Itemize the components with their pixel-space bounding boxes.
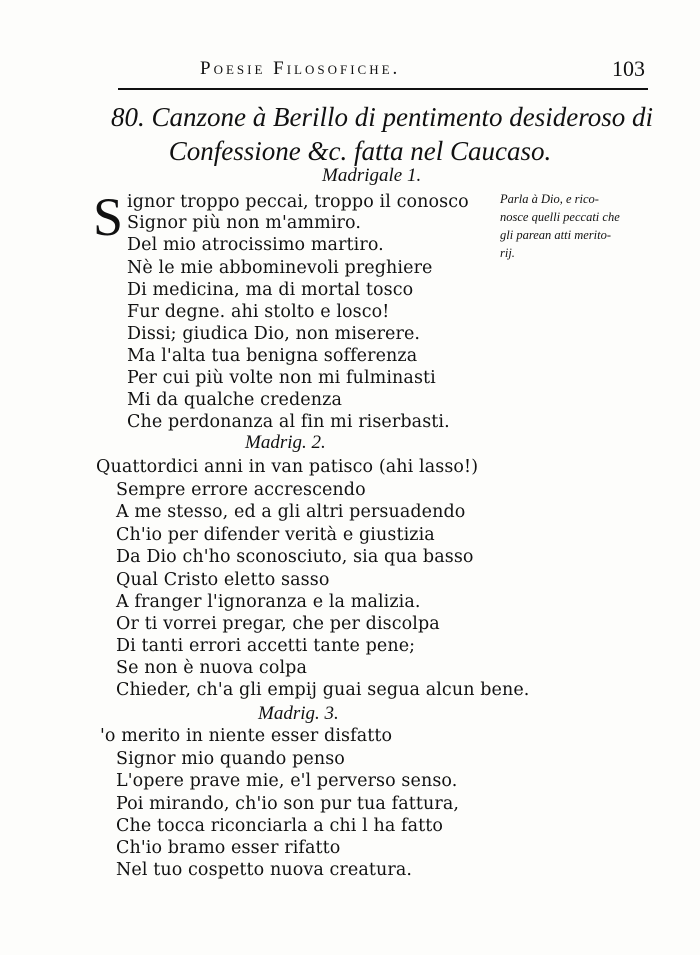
verse-line: Se non è nuova colpa: [116, 658, 307, 678]
verse-line: ignor troppo peccai, troppo il conosco: [127, 192, 469, 212]
verse-line: Da Dio ch'ho sconosciuto, sia qua basso: [116, 547, 474, 567]
section-heading-madrig-2: Madrig. 2.: [245, 432, 326, 453]
poem-title-line-2: Confessione &c. fatta nel Caucaso.: [168, 136, 552, 166]
verse-line: Ch'io per difender verità e giustizia: [116, 525, 435, 545]
verse-line: Di medicina, ma di mortal tosco: [127, 280, 414, 300]
verse-line: L'opere prave mie, e'l perverso senso.: [116, 771, 458, 791]
section-heading-madrigale-1: Madrigale 1.: [322, 165, 422, 186]
marginal-note-line: gli parean atti merito-: [500, 228, 611, 242]
poem-title-line-1: 80. Canzone à Berillo di pentimento desideroso di: [111, 102, 653, 132]
verse-line: 'o merito in niente esser disfatto: [100, 726, 393, 746]
verse-line: Che perdonanza al fin mi riserbasti.: [127, 412, 450, 432]
verse-line: Ch'io bramo esser rifatto: [116, 838, 341, 858]
verse-line: Che tocca riconciarla a chi l ha fatto: [116, 816, 444, 836]
marginal-note: [500, 190, 660, 262]
verse-line: Ma l'alta tua benigna sofferenza: [127, 346, 418, 366]
verse-line: Nè le mie abbominevoli preghiere: [127, 258, 433, 278]
verse-line: Del mio atrocissimo martiro.: [127, 235, 384, 255]
marginal-note-line: Parla à Dio, e rico-: [500, 192, 599, 206]
drop-cap: S: [93, 187, 124, 247]
section-heading-madrig-3: Madrig. 3.: [258, 703, 339, 724]
running-head: Poesie Filosofiche.: [200, 58, 401, 79]
verse-line: Signor mio quando penso: [116, 749, 345, 769]
verse-line: Nel tuo cospetto nuova creatura.: [116, 860, 413, 880]
header-rule: [118, 88, 648, 90]
verse-line: Mi da qualche credenza: [127, 390, 342, 410]
marginal-note-line: nosce quelli peccati che: [500, 210, 620, 224]
verse-line: A me stesso, ed a gli altri persuadendo: [116, 502, 466, 522]
verse-line: Poi mirando, ch'io son pur tua fattura,: [116, 794, 460, 814]
verse-line: Signor più non m'ammiro.: [127, 213, 361, 233]
verse-line: Fur degne. ahi stolto e losco!: [127, 302, 390, 322]
verse-line: Or ti vorrei pregar, che per discolpa: [116, 614, 440, 634]
verse-line: Sempre errore accrescendo: [116, 480, 366, 500]
verse-line: Per cui più volte non mi fulminasti: [127, 368, 436, 388]
page-number: 103: [612, 56, 645, 81]
verse-line: Di tanti errori accetti tante pene;: [116, 636, 416, 656]
verse-line: Dissi; giudica Dio, non miserere.: [127, 324, 421, 344]
verse-line: A franger l'ignoranza e la malizia.: [116, 592, 421, 612]
verse-line: Quattordici anni in van patisco (ahi lasso!): [96, 457, 479, 477]
marginal-note-line: rij.: [500, 246, 515, 260]
verse-line: Chieder, ch'a gli empij guai segua alcun bene.: [116, 680, 530, 700]
verse-line: Qual Cristo eletto sasso: [116, 570, 330, 590]
